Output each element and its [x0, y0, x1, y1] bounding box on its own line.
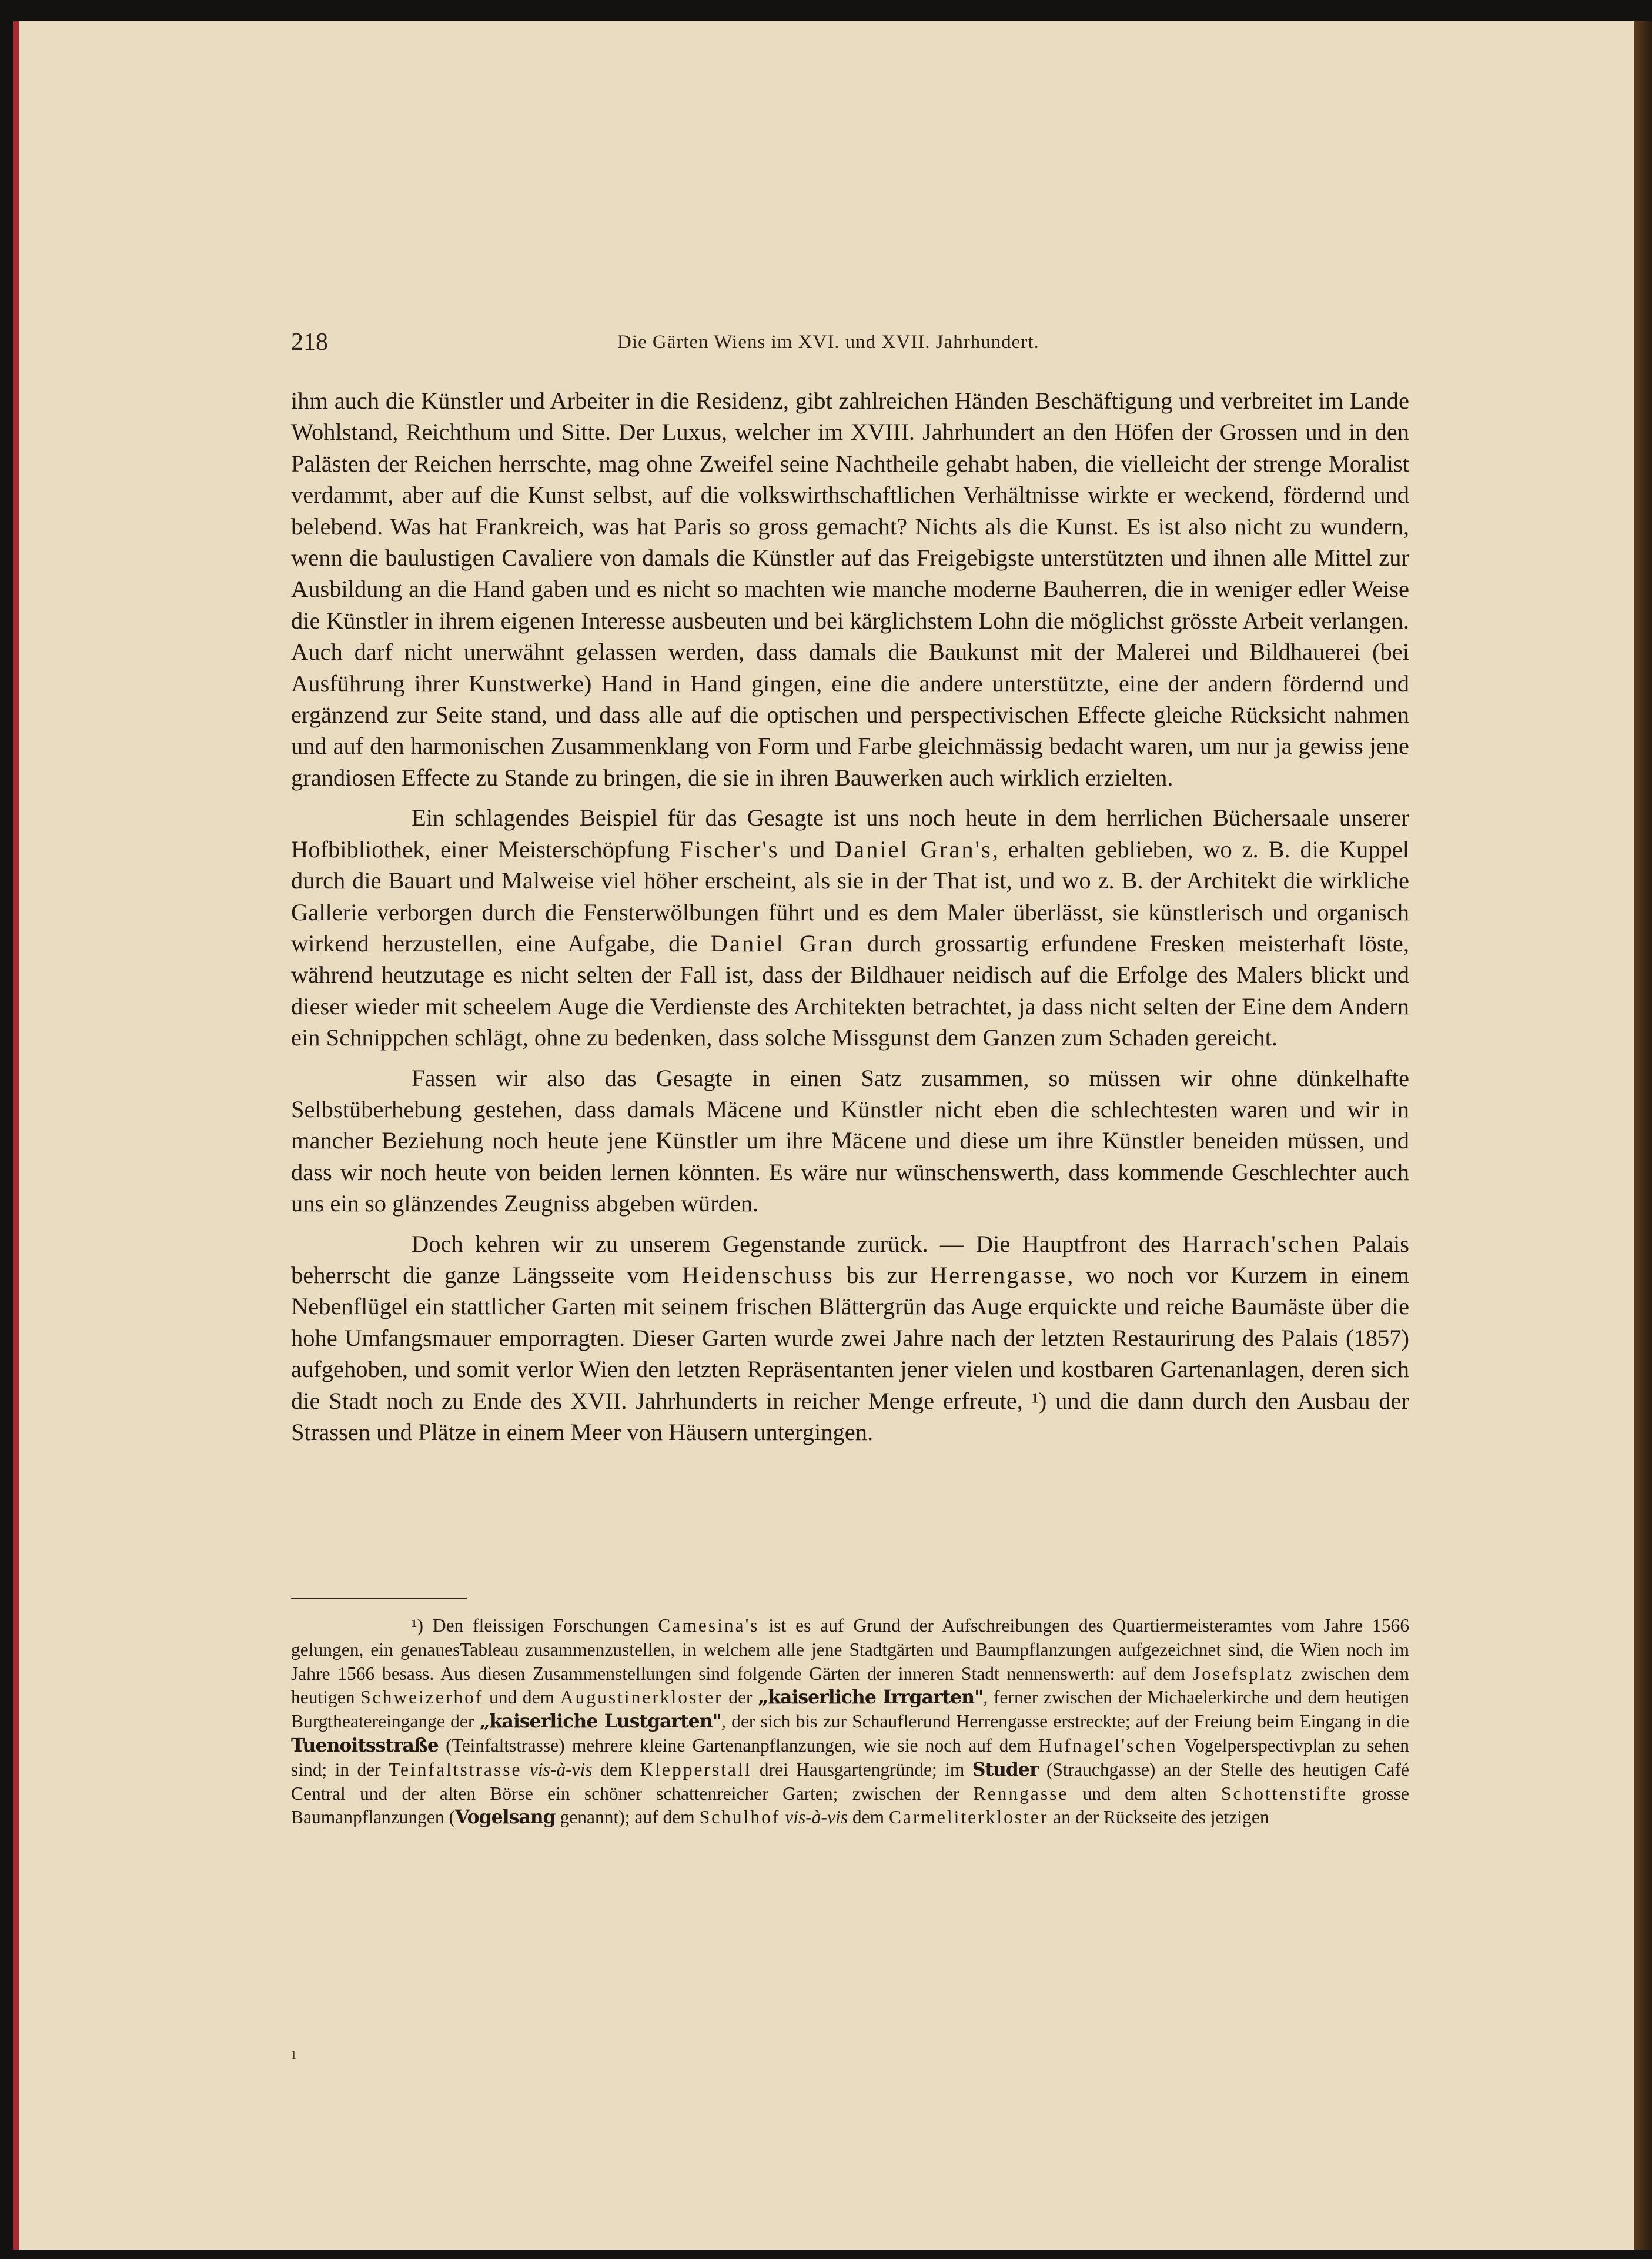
text-run: grosse Baumanpflanzungen ( — [291, 1783, 1410, 1828]
text-run: ist es auf Grund der Aufschreibungen des Quartiermeisteramtes vom Jahre 1566 gelungen, ein genauesTableau zusammenzustellen, in welchem alle jene Stadtgärten und Baumpflanzungen aufgezeichnet sind, die Wien noch im Jahre 1566 besass. Aus diesen Zusammenstellungen sind folgende Gärten der inneren Stadt nennenswerth: auf dem — [291, 1615, 1409, 1684]
text-run: der — [723, 1687, 758, 1708]
place-name: Augustinerkloster — [560, 1687, 723, 1708]
page-number: 218 — [291, 329, 328, 356]
place-name: Teinfaltstrasse — [389, 1759, 522, 1780]
person-name-camesina: Camesina's — [658, 1615, 760, 1636]
text-run — [522, 1759, 530, 1780]
fraktur-term: Studer — [972, 1758, 1039, 1780]
text-run: , der sich bis zur Schauflerund Herrengasse erstreckte; auf der Freiung beim Eingang in die — [721, 1711, 1409, 1732]
text-run: Vogelperspectivplan zu sehen sind; in der — [291, 1735, 1410, 1780]
text-run: , wo noch vor Kurzem in einem Nebenflügel ein stattlicher Garten mit seinem frischen Blättergrün das Auge erquickte und reiche Baumäste über die hohe Umfangsmauer emporragten. Dieser Garten wurde zwei Jahre nach der letzten Restaurirung des Palais (1857) aufgehoben, und somit verlor Wien den letzten Repräsentanten jener vielen und kostbaren Gartenanlagen, deren sich die Stadt noch zu Ende des XVII. Jahrhunderts in reicher Menge erfreute, ¹) und die dann durch den Ausbau der Strassen und Plätze in einem Meer von Häusern untergingen. — [291, 1261, 1410, 1445]
paragraph-2 — [291, 802, 1409, 1053]
italic-term: vis-à-vis — [529, 1759, 593, 1780]
fraktur-term: „kaiserliche Lustgarten" — [479, 1710, 722, 1733]
place-name-harrach: Harrach'schen — [1182, 1230, 1340, 1257]
page-header — [291, 322, 1408, 363]
place-name: Schweizerhof — [360, 1687, 484, 1708]
place-name: Schulhof — [699, 1807, 781, 1828]
place-name: Klepperstall — [640, 1759, 752, 1780]
text-run: , erhalten geblieben, wo z. B. die Kuppel durch die Bauart und Malweise viel höher erscheint, als sie in der That ist, und wo z. B. der Architekt die wirkliche Gallerie verborgen durch die Fensterwölbungen führt und es dem Maler überlässt, sie künstlerisch und organisch wirkend herzustellen, eine Aufgabe, die — [291, 836, 1409, 957]
text-run: Ein schlagendes Beispiel für das Gesagte ist uns noch heute in dem herrlichen Büchersaale unserer Hofbibliothek, einer Meisterschöpfung — [291, 804, 1409, 863]
text-run: bis zur — [834, 1261, 930, 1288]
person-name: Hufnagel'schen — [1038, 1735, 1178, 1756]
text-run: dem — [847, 1807, 889, 1828]
text-run: (Teinfaltstrasse) mehrere kleine Gartenanpflanzungen, wie sie noch auf dem — [438, 1735, 1039, 1756]
text-run: (Strauchgasse) an der Stelle des heutigen Café Central und der alten Börse ein schöner schattenreicher Garten; zwischen der — [291, 1759, 1410, 1804]
footnote-divider — [291, 1598, 467, 1599]
text-run: zwischen dem heutigen — [291, 1663, 1410, 1708]
paragraph-3: Fassen wir also das Gesagte in einen Satz zusammen, so müssen wir ohne dünkelhafte Selbstüberhebung gestehen, dass damals Mäcene und Künstler nicht eben die schlechtesten waren und wir in mancher Beziehung noch heute jene Künstler um ihre Mäcene und diese um ihre Künstler beneiden müssen, und dass wir noch heute von beiden lernen könnten. Es wäre nur wünschenswerth, dass kommende Geschlechter auch uns ein so glänzendes Zeugniss abgeben würden. — [291, 1064, 1409, 1217]
person-name-gran: Daniel Gran's — [834, 836, 992, 863]
place-name: Carmeliterkloster — [888, 1807, 1049, 1828]
stray-print-mark: ı — [292, 2045, 296, 2062]
footnote-paragraph — [291, 1614, 1409, 1830]
place-name: Josefsplatz — [1192, 1663, 1294, 1684]
text-run: und dem alten — [1068, 1783, 1222, 1804]
paragraph-4 — [291, 1228, 1409, 1448]
text-run: , ferner zwischen der Michaelerkirche und dem heutigen Burgtheatereingange der — [291, 1687, 1409, 1732]
text-run: Doch kehren wir zu unserem Gegenstande zurück. — Die Hauptfront des — [412, 1230, 1183, 1257]
text-run: ¹) Den fleissigen Forschungen — [412, 1615, 658, 1636]
fraktur-term: Vogelsang — [455, 1806, 556, 1829]
text-run: durch grossartig erfundene Fresken meisterhaft löste, während heutzutage es nicht selten der Fall ist, dass der Bildhauer neidisch auf die Erfolge des Malers blickt und dieser wieder mit scheelem Auge die Verdienste des Architekten betrachtet, ja dass nicht selten der Eine dem Andern ein Schnippchen schlägt, ohne zu bedenken, dass solche Missgunst dem Ganzen zum Schaden gereicht. — [291, 930, 1409, 1051]
text-run: Palais beherrscht die ganze Längsseite vom — [291, 1230, 1410, 1288]
fraktur-term: „kaiserliche Irrgarten" — [758, 1686, 984, 1709]
footnote — [291, 1614, 1409, 1830]
text-run: an der Rückseite des jetzigen — [1048, 1807, 1269, 1828]
place-name-herrengasse: Herrengasse — [929, 1261, 1068, 1288]
text-run: drei Hausgartengründe; im — [751, 1759, 972, 1780]
place-name-heidenschuss: Heidenschuss — [681, 1261, 834, 1288]
italic-term: vis-à-vis — [785, 1807, 848, 1828]
page-edge-shadow — [1634, 21, 1652, 2250]
person-name-gran-2: Daniel Gran — [710, 930, 854, 957]
paragraph-1: ihm auch die Künstler und Arbeiter in die Residenz, gibt zahlreichen Händen Beschäftigung und verbreitet im Lande Wohlstand, Reichthum und Sitte. Der Luxus, welcher im XVIII. Jahrhundert an den Höfen der Grossen und in den Palästen der Reichen herrschte, mag ohne Zweifel seine Nachtheile gehabt haben, die vielleicht der strenge Moralist verdammt, aber auf die Kunst selbst, auf die volkswirthschaftlichen Verhältnisse wirkte er weckend, fördernd und belebend. Was hat Frankreich, was hat Paris so gross gemacht? Nichts als die Kunst. Es ist also nicht zu wundern, wenn die baulustigen Cavaliere von damals die Künstler auf das Freigebigste unterstützten und ihnen alle Mittel zur Ausbildung an die Hand gaben und es nicht so machten wie manche moderne Bauherren, die in weniger edler Weise die Künstler in ihrem eigenen Interesse ausbeuten und bei kärglichstem Lohn die möglichst grösste Arbeit verlangen. Auch darf nicht unerwähnt gelassen werden, dass damals die Baukunst mit der Malerei und Bildhauerei (bei Ausführung ihrer Kunstwerke) Hand in Hand gingen, eine die andere unterstützte, eine der andern fördernd und ergänzend zur Seite stand, und dass alle auf die optischen und perspectivischen Effecte gleiche Rücksicht nahmen und auf den harmonischen Zusammenklang von Form und Farbe gleichmässig bedacht waren, um nur ja gewiss jene grandiosen Effecte zu Stande zu bringen, die sie in ihren Bauwerken auch wirklich erzielten. — [291, 387, 1409, 791]
place-name: Schottenstifte — [1221, 1783, 1348, 1804]
text-run: dem — [592, 1759, 640, 1780]
place-name: Renngasse — [973, 1783, 1069, 1804]
running-title: Die Gärten Wiens im XVI. und XVII. Jahrhundert. — [617, 332, 1039, 353]
text-run: und — [779, 836, 835, 863]
person-name-fischer: Fischer's — [680, 836, 780, 863]
text-run: und dem — [483, 1687, 560, 1708]
fraktur-term: Tuenoitsstraße — [291, 1734, 439, 1756]
text-run: genannt); auf dem — [555, 1807, 700, 1828]
main-text — [291, 385, 1409, 1456]
